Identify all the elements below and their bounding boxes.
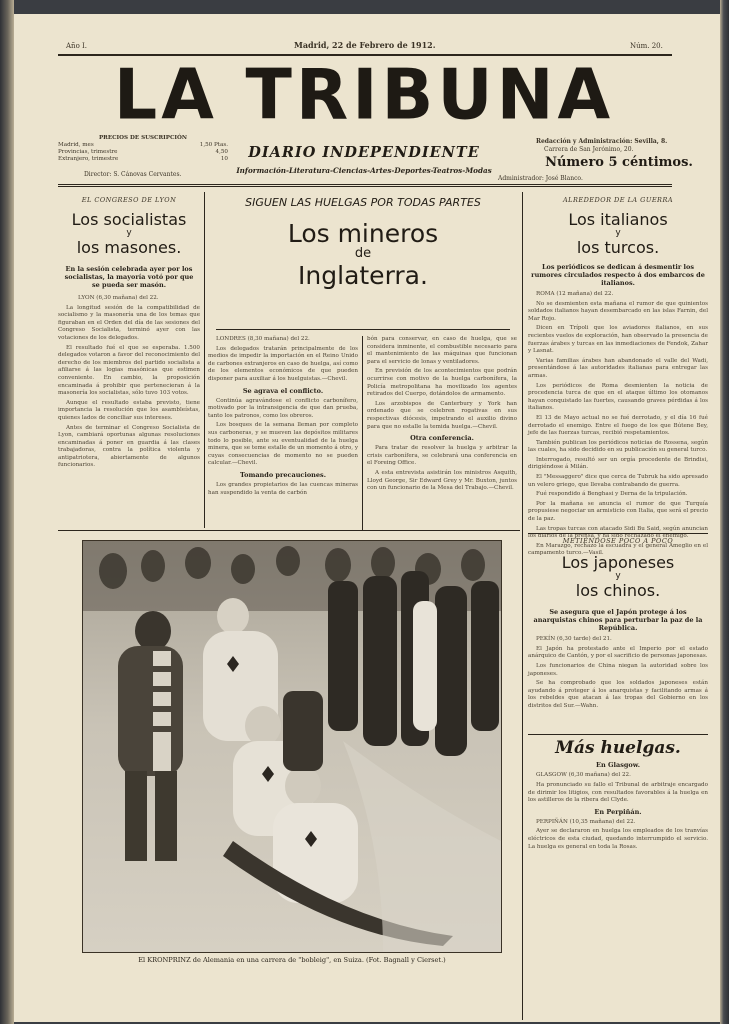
paragraph: La longitud sesión de la compatibilidad de socialismo y la masonería una de los temas que figuraban en el Orden del día de las sesiones del Congreso Socialista, terminó ayer con las votaciones de los delegados. <box>58 304 200 341</box>
center-c1-p2: Continúa agravándose el conflicto carbonífero, motivado por la intransigencia de que dan prueba, tanto los patronos, como los obreros. <box>208 397 358 419</box>
right-a3-headline: Más huelgas. <box>555 738 681 759</box>
price-label: Madrid, mes <box>58 142 94 148</box>
column-rule-1 <box>204 192 205 528</box>
page-edge-left <box>0 0 14 1024</box>
photo-caption: El KRONPRINZ de Alemania en una carrera de "bobleig", en Suiza. (Fot. Bagnall y Cierset.) <box>138 956 446 964</box>
right-a1-kicker: ALREDEDOR DE LA GUERRA <box>562 196 674 204</box>
left-lede: En la sesión celebrada ayer por los socialistas, la mayoría votó por que se pueda ser masón. <box>64 265 194 289</box>
administrador-label: Administrador: José Blanco. <box>498 175 583 182</box>
masthead-bottom-rule <box>58 184 672 185</box>
center-c2-sub1: Otra conferencia. <box>410 434 474 443</box>
page-edge-right <box>720 0 729 1024</box>
right-a2-kicker: METIÉNDOSE POCO A POCO <box>562 537 674 546</box>
paragraph: También publican los periódicos noticias de Rossena, según las cuales, ha sido decidido en su publicación su general turco. <box>528 439 708 454</box>
price-value: 1,50 Ptas. <box>199 142 228 148</box>
right-a2-dateline: PEKÍN (6,30 tarde) del 21. <box>536 636 612 643</box>
right-a1-headline-2: los turcos. <box>576 238 660 257</box>
redaccion-label: Redacción y Administración: Sevilla, 8. <box>536 138 668 145</box>
paragraph: Varias familias árabes han abandonado el valle del Wadi, presentándose á las autoridades italianas para entregar las armas. <box>528 357 708 379</box>
column-rule-2 <box>522 192 523 1020</box>
news-photo <box>82 540 502 953</box>
subscription-prices <box>58 134 228 163</box>
paragraph: El 13 de Mayo actual no se fué derrotado, y el día 16 fué derrotado el enemigo. Entre el fuego de los que Bútene Bey, jefe de las fuerzas turcas, recibió respetamientos. <box>528 414 708 437</box>
right-a3-dateline1: GLASGOW (6,30 mañana) del 22. <box>536 772 631 779</box>
price-row <box>58 156 228 163</box>
center-headline-1: Los mineros <box>287 219 439 248</box>
right-column <box>528 196 708 1020</box>
center-c1-p4: Los grandes propietarios de las cuencas mineras han suspendido la venta de carbón <box>208 481 358 496</box>
price-label: Extranjero, trimestre <box>58 156 119 162</box>
paragraph: Dicen en Trípoli que los aviadores italianos, en sus recientes vuelos de exploración, han observado la presencia de fuerzas árabes y turcas en las inmediaciones de Fendok, Zahar y Lasnat. <box>528 325 708 355</box>
left-kicker: EL CONGRESO DE LYON <box>81 196 177 204</box>
center-kicker: SIGUEN LAS HUELGAS POR TODAS PARTES <box>245 196 481 209</box>
issue-label: Núm. 20. <box>630 42 663 50</box>
center-inner-rule <box>362 336 363 530</box>
center-c2-p3: Los arzobispos de Canterbury y York han ordenado que se celebren rogativas en sus respectivas diócesis, impetrando el auxilio divino para que no estalle la temida huelga.—Chevil. <box>367 400 517 430</box>
masthead-title: LA TRIBUNA <box>113 55 615 136</box>
center-c1-sub1: Se agrava el conflicto. <box>242 386 324 395</box>
paragraph: Fué respondido á Benghasi y Derna de la tripulación. <box>536 491 688 498</box>
center-c1-dateline: LONDRES (8,30 mañana) del 22. <box>216 336 310 342</box>
paragraph: El resultado fué el que se esperaba. 1.500 delegados votaron a favor del reconocimiento del derecho de los miembros del partido socialista a afiliarse á las logias masónicas que estimen conveniente. En cambio, la proposición encaminada á prohibir que pertenecieran á la masonería los socialistas, sólo tuvo 103 votos. <box>58 344 200 397</box>
right-a3-sub2: En Perpiñán. <box>594 807 642 816</box>
paragraph: Por la mañana se anuncia el rumor de que Turquía propusiese negociar un armisticio con Italia, que será el precio de la paz. <box>528 500 708 523</box>
right-a2-headline-1: Los japoneses <box>561 553 675 573</box>
left-dateline: LYON (6,30 mañana) del 22. <box>78 295 159 301</box>
right-a3-p2: Ayer se declararon en huelga los empleados de los tranvías eléctricos de esta ciudad, quedando interrumpido el servicio. La huelga es general en toda la Rosas. <box>528 828 708 850</box>
right-a1-headline-1: Los italianos <box>568 210 668 229</box>
year-label: Año I. <box>66 42 87 50</box>
right-divider-1 <box>528 533 708 534</box>
center-c2-p4: Para tratar de resolver la huelga y arbitrar la crisis carbonífera, se celebrará una conferencia en el Foreing Office. <box>367 445 517 467</box>
right-a1-lede: Los periódicos se dedican á desmentir los rumores circulados respecto á dos embarcos de italianos. <box>531 263 705 287</box>
right-a1-headline-y: y <box>615 228 621 238</box>
price-value: 4,50 <box>215 149 228 155</box>
paragraph: Los funcionarios de China niegan la autoridad sobre los japoneses. <box>528 662 708 677</box>
bobsleigh-photo-illustration <box>83 541 501 952</box>
center-c1-p3: Los bosques de la semana lleman por completo sus carboneras, y se mueven las depósitos militares todo lo posible, ante su eventualidad de la huelga minera, que se teme estalle de un momento á otro, y cuyas consecuencias de momento no se pueden calcular.—Chevil. <box>208 422 358 467</box>
center-c2-p1: bón para conservar, en caso de huelga, que se considera inminente, el combustible necesario para el mantenimiento de las máquinas que funcionan para el servicio de lonas y ventiladores. <box>367 336 517 365</box>
right-a1-dateline: ROMA (12 mañana) del 22. <box>536 291 614 297</box>
right-a2-headline-2: los chinos. <box>575 581 661 601</box>
center-headline-2: Inglaterra. <box>298 261 428 290</box>
director-label: Director: S. Cánovas Cervantes. <box>84 171 182 178</box>
center-head-rule <box>216 329 510 330</box>
masthead-bottom-rule-thin <box>58 186 672 187</box>
left-article <box>58 196 200 530</box>
paragraph: El "Messaggero" dice que cerca de Tubruk ha sido apresado un velero griego, que llevaba contrabando de guerra. <box>528 474 708 488</box>
left-headline-1: Los socialistas <box>71 210 187 229</box>
right-a2-headline-y: y <box>615 571 621 582</box>
right-a3-dateline2: PERPIÑÁN (10,35 mañana) del 22. <box>536 818 636 825</box>
paragraph: El Japón ha protestado ante el Imperio por el estado anárquico de Cantón, y por el sacrificio de personas japonesas. <box>528 645 708 660</box>
paragraph: Aunque el resultado estaba previsto, tiene importancia la resolución que los asambleístas, quienes lados de conciliar sus intereses. <box>58 399 200 421</box>
paragraph: Se ha comprobado que los soldados japoneses están ayudando á proteger á los anarquistas y facilitando armas á los rebeldes que atacan á las tropas del Gobierno en los distritos del Sur.—Wahn. <box>528 680 708 709</box>
paragraph: Las tropas turcas con atacado Sidi Bu Said, según anuncian los diarios de la prensa, y ha sido rechazado el enemigo. <box>528 525 708 540</box>
center-col-2 <box>367 336 517 532</box>
center-c2-p5: A esta entrevista asistirán los ministros Asquith, Lloyd George, Sir Edward Grey y Mr. Buxton, juntos con un funcionario de la Mesa del Trabajo.—Chevil. <box>367 469 517 492</box>
price-value: 10 <box>220 156 228 162</box>
newspaper-page <box>14 14 720 1022</box>
left-headline-y: y <box>126 228 132 238</box>
paragraph: No se desmienten esta mañana el rumor de que quinientos soldados italianos hayan desembarcado en las islas Farnin, del Mar Rojo. <box>528 300 708 322</box>
left-headline-2: los masones. <box>76 238 182 257</box>
center-col-1 <box>208 336 358 532</box>
right-divider-2 <box>528 734 708 735</box>
paragraph: En Marazgo, rechazo la escuadra y el general Ameglio en el campamento turco.—Vasil. <box>528 542 708 557</box>
center-c2-p2: En previsión de los acontecimientos que podrán ocurrirse con motivo de la huelga carbonífera, la Policía metropolitana ha movilizado los agentes retirados del Cuerpo, dotándolos de armamento. <box>367 368 517 398</box>
prices-title: PRECIOS DE SUSCRIPCIÓN <box>98 135 188 141</box>
address-label: Carrera de San Jerónimo, 20. <box>544 146 634 153</box>
issue-price: Número 5 céntimos. <box>545 155 693 170</box>
date-label: Madrid, 22 de Febrero de 1912. <box>294 40 436 50</box>
right-a3-p1: Ha pronunciado su fallo el Tribunal de arbitraje encargado de dirimir los litigios, con resultados favorables á la huelga en los astilleros de la ribera del Clyde. <box>528 781 708 804</box>
masthead-subtitle: DIARIO INDEPENDIENTE <box>248 144 480 161</box>
price-label: Provincias, trimestre <box>58 149 118 155</box>
right-a2-lede: Se asegura que el Japón protege á los anarquistas chinos para perturbar la paz de la República. <box>533 608 703 633</box>
paragraph: Interrogado, resultó ser un orgía procedente de Brindisi, dirigiéndose á Milán. <box>528 456 708 471</box>
price-row <box>58 149 228 156</box>
masthead-sections: Información-Literatura-Ciencias-Artes-Deportes-Teatros-Modas <box>236 166 492 175</box>
center-article <box>208 196 518 532</box>
center-c1-sub2: Tomando precauciones. <box>240 470 326 479</box>
center-c1-p1: Los delegados tratarán principalmente de los medios de impedir la importación en el Reino Unido de carbones extranjeros en caso de huelga, así como de los elementos económicos de que pueden disponer para auxiliar á los huelguistas.—Chevil. <box>208 345 358 382</box>
paragraph: Los periódicos de Roma desmienten la noticia de procedencia turca de que en el ataque último los otomanos hayan conquistado las fuertes, causando graves pérdidas á los italianos. <box>528 382 708 412</box>
center-headline-de: de <box>354 246 372 261</box>
photo-top-rule <box>58 530 520 531</box>
price-row <box>58 142 228 149</box>
paragraph: Antes de terminar el Congreso Socialista de Lyon, cambiará oportunas algunas resoluciones encaminadas á poner en guardia á las clases trabajadoras, contra la política violenta y antipatriotera, abiertamente de algunos funcionarios. <box>58 424 200 469</box>
right-a3-sub1: En Glasgow. <box>596 761 640 770</box>
